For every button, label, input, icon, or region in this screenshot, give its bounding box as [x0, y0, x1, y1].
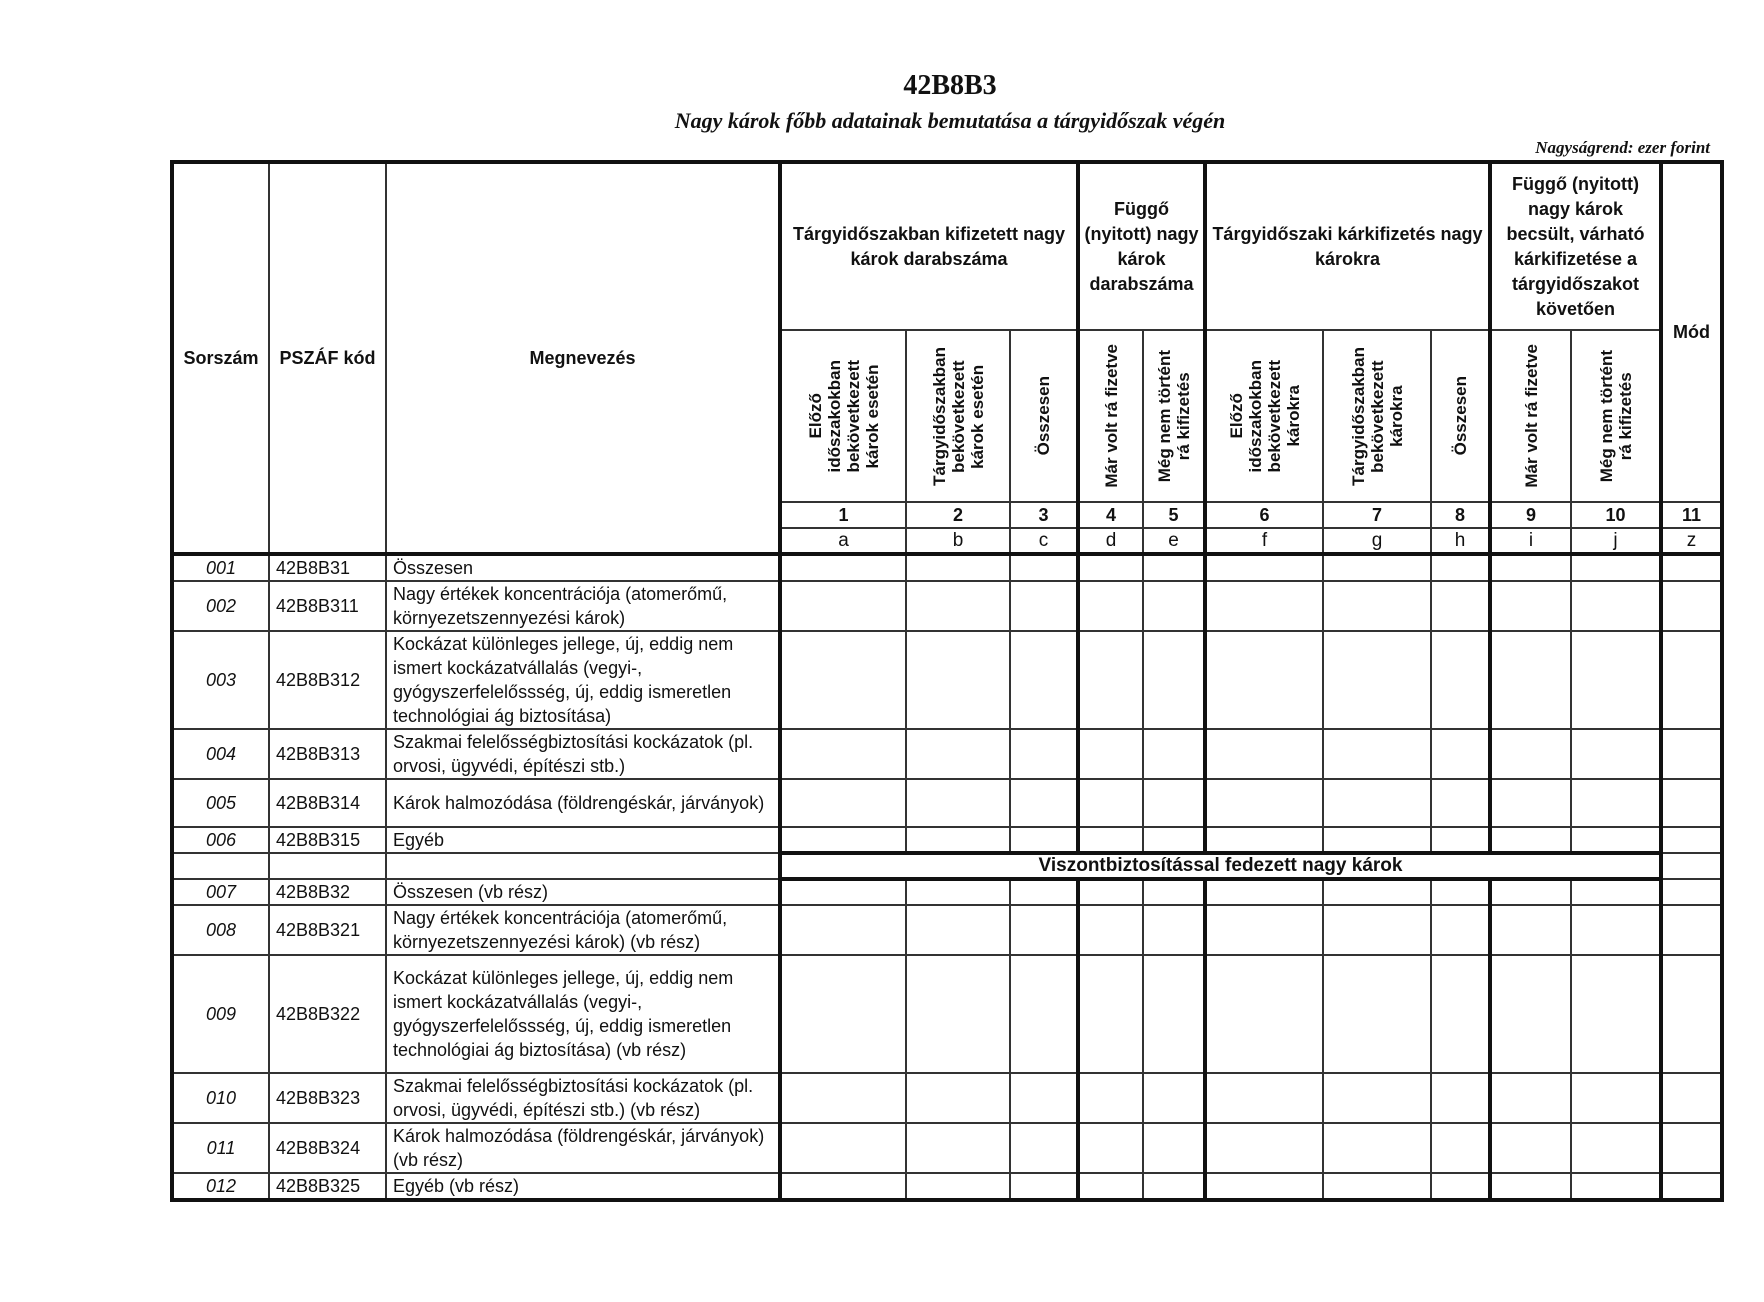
data-cell[interactable] — [1431, 729, 1490, 779]
data-cell[interactable] — [1490, 631, 1571, 729]
data-cell[interactable] — [1205, 905, 1323, 955]
data-cell[interactable] — [1323, 581, 1431, 631]
data-cell[interactable] — [1490, 554, 1571, 581]
data-cell[interactable] — [1431, 1173, 1490, 1200]
row-megnevezes: Károk halmozódása (földrengéskár, járványok) (vb rész) — [386, 1123, 780, 1173]
data-cell[interactable] — [906, 905, 1010, 955]
col-number: 4 — [1078, 502, 1143, 528]
data-cell[interactable] — [1661, 581, 1722, 631]
row-pszaf-kod: 42B8B323 — [269, 1073, 386, 1123]
form-code: 42B8B3 — [903, 70, 997, 101]
data-cell[interactable] — [1010, 1073, 1078, 1123]
data-cell[interactable] — [1143, 1173, 1205, 1200]
data-cell[interactable] — [1571, 1073, 1661, 1123]
row-pszaf-kod: 42B8B31 — [269, 554, 386, 581]
row-megnevezes: Kockázat különleges jellege, új, eddig nem ismert kockázatvállalás (vegyi-, gyógyszerfelelőssség, új, eddig ismeretlen technológiai ág biztosítása) (vb rész) — [386, 955, 780, 1073]
col-number: 11 — [1661, 502, 1722, 528]
data-cell[interactable] — [1571, 1173, 1661, 1200]
col-number: 1 — [780, 502, 906, 528]
col-letter: e — [1143, 528, 1205, 554]
data-cell[interactable] — [1490, 905, 1571, 955]
col-sub-targy-karokra: Tárgyidőszakban bekövetkezett károkra — [1348, 346, 1406, 486]
data-cell[interactable] — [906, 827, 1010, 853]
data-cell[interactable] — [1571, 554, 1661, 581]
col-number: 6 — [1205, 502, 1323, 528]
data-cell[interactable] — [906, 1123, 1010, 1173]
col-sub-elozo-idoszak: Előző időszakokban bekövetkezett károk esetén — [805, 359, 882, 473]
row-pszaf-kod: 42B8B32 — [269, 879, 386, 905]
data-cell[interactable] — [1010, 779, 1078, 827]
data-cell[interactable] — [1323, 554, 1431, 581]
col-sub-targyidoszak: Tárgyidőszakban bekövetkezett károk esetén — [929, 346, 987, 486]
row-pszaf-kod: 42B8B322 — [269, 955, 386, 1073]
col-number: 7 — [1323, 502, 1431, 528]
data-cell[interactable] — [1205, 779, 1323, 827]
col-number: 5 — [1143, 502, 1205, 528]
data-cell[interactable] — [1323, 1073, 1431, 1123]
row-megnevezes: Szakmai felelősségbiztosítási kockázatok (pl. orvosi, ügyvédi, építészi stb.) (vb rész) — [386, 1073, 780, 1123]
col-number: 3 — [1010, 502, 1078, 528]
col-letter: b — [906, 528, 1010, 554]
data-cell[interactable] — [906, 729, 1010, 779]
data-cell[interactable] — [1323, 955, 1431, 1073]
table-row — [172, 827, 1722, 853]
data-cell[interactable] — [1431, 554, 1490, 581]
row-sorszam: 004 — [172, 729, 269, 779]
data-cell[interactable] — [1571, 779, 1661, 827]
data-cell[interactable] — [1078, 1123, 1143, 1173]
row-sorszam: 003 — [172, 631, 269, 729]
data-cell[interactable] — [906, 581, 1010, 631]
data-cell[interactable] — [1490, 827, 1571, 853]
data-cell[interactable] — [1661, 554, 1722, 581]
row-pszaf-kod: 42B8B324 — [269, 1123, 386, 1173]
data-cell[interactable] — [1661, 905, 1722, 955]
col-sub-mar-fizetve: Már volt rá fizetve — [1101, 344, 1121, 488]
row-megnevezes: Összesen (vb rész) — [386, 879, 780, 905]
table-row — [172, 554, 1722, 581]
data-cell[interactable] — [1490, 879, 1571, 905]
col-number: 8 — [1431, 502, 1490, 528]
row-sorszam: 012 — [172, 1173, 269, 1200]
data-cell[interactable] — [1571, 879, 1661, 905]
data-cell[interactable] — [1078, 879, 1143, 905]
data-cell[interactable] — [1490, 1123, 1571, 1173]
data-cell[interactable] — [1143, 631, 1205, 729]
data-cell[interactable] — [780, 631, 906, 729]
data-cell[interactable] — [1078, 729, 1143, 779]
data-cell[interactable] — [1205, 1173, 1323, 1200]
form-subtitle: Nagy károk főbb adatainak bemutatása a tárgyidőszak végén — [674, 108, 1226, 133]
table-row — [172, 1073, 1722, 1123]
row-megnevezes: Nagy értékek koncentrációja (atomerőmű, környezetszennyezési károk) (vb rész) — [386, 905, 780, 955]
data-cell[interactable] — [906, 879, 1010, 905]
col-number: 2 — [906, 502, 1010, 528]
data-cell[interactable] — [1431, 1073, 1490, 1123]
data-cell[interactable] — [1571, 581, 1661, 631]
col-letter: j — [1571, 528, 1661, 554]
data-cell[interactable] — [1490, 729, 1571, 779]
data-cell[interactable] — [1010, 879, 1078, 905]
data-cell[interactable] — [780, 955, 906, 1073]
data-cell[interactable] — [1010, 1173, 1078, 1200]
data-cell[interactable] — [780, 581, 906, 631]
data-cell[interactable] — [1431, 955, 1490, 1073]
data-cell[interactable] — [1205, 1073, 1323, 1123]
data-cell[interactable] — [1078, 581, 1143, 631]
row-pszaf-kod: 42B8B325 — [269, 1173, 386, 1200]
data-cell[interactable] — [1323, 779, 1431, 827]
row-sorszam: 007 — [172, 879, 269, 905]
col-group-karkifizetes: Tárgyidőszaki kárkifizetés nagy károkra — [1205, 162, 1490, 330]
data-cell[interactable] — [1661, 827, 1722, 853]
row-pszaf-kod: 42B8B311 — [269, 581, 386, 631]
table-row — [172, 1173, 1722, 1200]
data-cell[interactable] — [1143, 827, 1205, 853]
data-cell[interactable] — [1571, 631, 1661, 729]
data-cell[interactable] — [1143, 905, 1205, 955]
table-row — [172, 1123, 1722, 1173]
data-cell[interactable] — [780, 1073, 906, 1123]
row-pszaf-kod: 42B8B313 — [269, 729, 386, 779]
col-group-fuggo-darab: Függő (nyitott) nagy károk darabszáma — [1078, 162, 1205, 330]
data-cell[interactable] — [1431, 779, 1490, 827]
row-megnevezes: Összesen — [386, 554, 780, 581]
data-cell[interactable] — [906, 779, 1010, 827]
data-cell[interactable] — [1010, 905, 1078, 955]
col-sub-osszesen: Összesen — [1034, 376, 1053, 456]
row-sorszam: 002 — [172, 581, 269, 631]
data-cell[interactable] — [1143, 554, 1205, 581]
data-cell[interactable] — [1205, 729, 1323, 779]
col-sub-meg-nem-fizetve-2: Még nem történt rá kifizetés — [1596, 349, 1635, 483]
row-megnevezes: Kockázat különleges jellege, új, eddig nem ismert kockázatvállalás (vegyi-, gyógyszerfelelőssség, új, eddig ismeretlen technológiai ág biztosítása) — [386, 631, 780, 729]
data-cell[interactable] — [780, 779, 906, 827]
table-row — [172, 581, 1722, 631]
data-cell[interactable] — [1078, 827, 1143, 853]
data-cell[interactable] — [1143, 729, 1205, 779]
data-cell[interactable] — [1571, 729, 1661, 779]
data-cell[interactable] — [1323, 879, 1431, 905]
row-pszaf-kod: 42B8B314 — [269, 779, 386, 827]
data-cell[interactable] — [1431, 581, 1490, 631]
data-cell[interactable] — [1010, 631, 1078, 729]
row-pszaf-kod: 42B8B321 — [269, 905, 386, 955]
data-table — [170, 160, 1724, 1202]
row-megnevezes: Szakmai felelősségbiztosítási kockázatok (pl. orvosi, ügyvédi, építészi stb.) — [386, 729, 780, 779]
data-cell[interactable] — [1205, 1123, 1323, 1173]
row-megnevezes: Egyéb — [386, 827, 780, 853]
data-cell[interactable] — [1431, 827, 1490, 853]
col-letter: a — [780, 528, 906, 554]
data-cell[interactable] — [906, 1073, 1010, 1123]
data-cell[interactable] — [1323, 1123, 1431, 1173]
data-cell[interactable] — [1661, 879, 1722, 905]
data-cell[interactable] — [780, 879, 906, 905]
data-cell[interactable] — [780, 827, 906, 853]
data-cell[interactable] — [780, 905, 906, 955]
data-cell[interactable] — [1143, 1073, 1205, 1123]
data-cell[interactable] — [906, 955, 1010, 1073]
data-cell[interactable] — [780, 554, 906, 581]
col-sub-mar-fizetve-2: Már volt rá fizetve — [1521, 344, 1541, 488]
table-row — [172, 905, 1722, 955]
data-cell[interactable] — [1205, 827, 1323, 853]
col-letter: i — [1490, 528, 1571, 554]
section-row — [172, 853, 1722, 879]
data-cell[interactable] — [906, 554, 1010, 581]
data-cell[interactable] — [1205, 581, 1323, 631]
data-cell[interactable] — [1490, 1173, 1571, 1200]
table-row — [172, 955, 1722, 1073]
row-sorszam: 011 — [172, 1123, 269, 1173]
data-cell[interactable] — [1490, 779, 1571, 827]
data-cell[interactable] — [906, 631, 1010, 729]
data-cell[interactable] — [1010, 581, 1078, 631]
row-pszaf-kod: 42B8B312 — [269, 631, 386, 729]
data-cell[interactable] — [1323, 905, 1431, 955]
col-letter: c — [1010, 528, 1078, 554]
col-group-fuggo-becsult: Függő (nyitott) nagy károk becsült, várható kárkifizetése a tárgyidőszakot követően — [1490, 162, 1661, 330]
data-cell[interactable] — [1205, 955, 1323, 1073]
data-cell[interactable] — [1571, 1123, 1661, 1173]
col-header-megnevezes: Megnevezés — [386, 162, 780, 554]
data-cell[interactable] — [1431, 631, 1490, 729]
table-row — [172, 879, 1722, 905]
data-cell[interactable] — [1205, 554, 1323, 581]
row-megnevezes: Nagy értékek koncentrációja (atomerőmű, környezetszennyezési károk) — [386, 581, 780, 631]
data-cell[interactable] — [780, 1173, 906, 1200]
section-label: Viszontbiztosítással fedezett nagy károk — [780, 853, 1661, 879]
col-number: 9 — [1490, 502, 1571, 528]
data-cell[interactable] — [1078, 1073, 1143, 1123]
col-group-kifizetett-darab: Tárgyidőszakban kifizetett nagy károk darabszáma — [780, 162, 1078, 330]
col-number: 10 — [1571, 502, 1661, 528]
table-row — [172, 779, 1722, 827]
data-cell[interactable] — [1490, 955, 1571, 1073]
data-cell[interactable] — [1205, 631, 1323, 729]
data-cell[interactable] — [1431, 879, 1490, 905]
data-cell[interactable] — [1661, 1123, 1722, 1173]
col-letter: h — [1431, 528, 1490, 554]
data-cell[interactable] — [1010, 729, 1078, 779]
row-sorszam: 010 — [172, 1073, 269, 1123]
data-cell[interactable] — [1205, 879, 1323, 905]
data-cell[interactable] — [906, 1173, 1010, 1200]
row-pszaf-kod: 42B8B315 — [269, 827, 386, 853]
data-cell[interactable] — [1571, 905, 1661, 955]
data-cell[interactable] — [1143, 955, 1205, 1073]
data-cell[interactable] — [1078, 631, 1143, 729]
row-sorszam: 006 — [172, 827, 269, 853]
data-cell[interactable] — [1078, 779, 1143, 827]
data-cell[interactable] — [1323, 729, 1431, 779]
data-cell[interactable] — [780, 729, 906, 779]
data-cell[interactable] — [1661, 729, 1722, 779]
data-cell[interactable] — [1078, 955, 1143, 1073]
data-cell[interactable] — [1490, 581, 1571, 631]
data-cell[interactable] — [1661, 955, 1722, 1073]
col-header-sorszam: Sorszám — [172, 162, 269, 554]
col-letter: f — [1205, 528, 1323, 554]
data-cell[interactable] — [1078, 905, 1143, 955]
row-sorszam: 005 — [172, 779, 269, 827]
row-sorszam: 001 — [172, 554, 269, 581]
data-cell[interactable] — [1323, 1173, 1431, 1200]
data-cell[interactable] — [1143, 581, 1205, 631]
col-letter: d — [1078, 528, 1143, 554]
col-header-mod: Mód — [1661, 162, 1722, 502]
col-letter: z — [1661, 528, 1722, 554]
col-sub-meg-nem-fizetve: Még nem történt rá kifizetés — [1154, 349, 1193, 483]
data-cell[interactable] — [1571, 955, 1661, 1073]
data-cell[interactable] — [1010, 554, 1078, 581]
data-cell[interactable] — [1571, 827, 1661, 853]
data-cell[interactable] — [1010, 1123, 1078, 1173]
data-cell[interactable] — [1661, 1173, 1722, 1200]
data-cell[interactable] — [780, 1123, 906, 1173]
data-cell[interactable] — [1078, 1173, 1143, 1200]
col-sub-osszesen-2: Összesen — [1450, 376, 1470, 456]
data-cell[interactable] — [1010, 955, 1078, 1073]
col-letter: g — [1323, 528, 1431, 554]
data-cell[interactable] — [1143, 1123, 1205, 1173]
row-megnevezes: Károk halmozódása (földrengéskár, járványok) — [386, 779, 780, 827]
data-cell[interactable] — [1661, 1073, 1722, 1123]
table-row — [172, 729, 1722, 779]
data-cell[interactable] — [1143, 879, 1205, 905]
data-cell[interactable] — [1078, 554, 1143, 581]
col-header-pszaf-kod: PSZÁF kód — [269, 162, 386, 554]
row-sorszam: 009 — [172, 955, 269, 1073]
unit-note: Nagyságrend: ezer forint — [1535, 138, 1710, 157]
data-cell[interactable] — [1143, 779, 1205, 827]
data-cell[interactable] — [1661, 779, 1722, 827]
col-sub-elozo-karokra: Előző időszakokban bekövetkezett károkra — [1226, 359, 1303, 473]
data-cell[interactable] — [1431, 1123, 1490, 1173]
row-megnevezes: Egyéb (vb rész) — [386, 1173, 780, 1200]
data-cell[interactable] — [1490, 1073, 1571, 1123]
row-sorszam: 008 — [172, 905, 269, 955]
table-row — [172, 631, 1722, 729]
data-cell[interactable] — [1431, 905, 1490, 955]
data-cell[interactable] — [1323, 827, 1431, 853]
data-cell[interactable] — [1323, 631, 1431, 729]
data-cell[interactable] — [1661, 631, 1722, 729]
data-cell[interactable] — [1010, 827, 1078, 853]
